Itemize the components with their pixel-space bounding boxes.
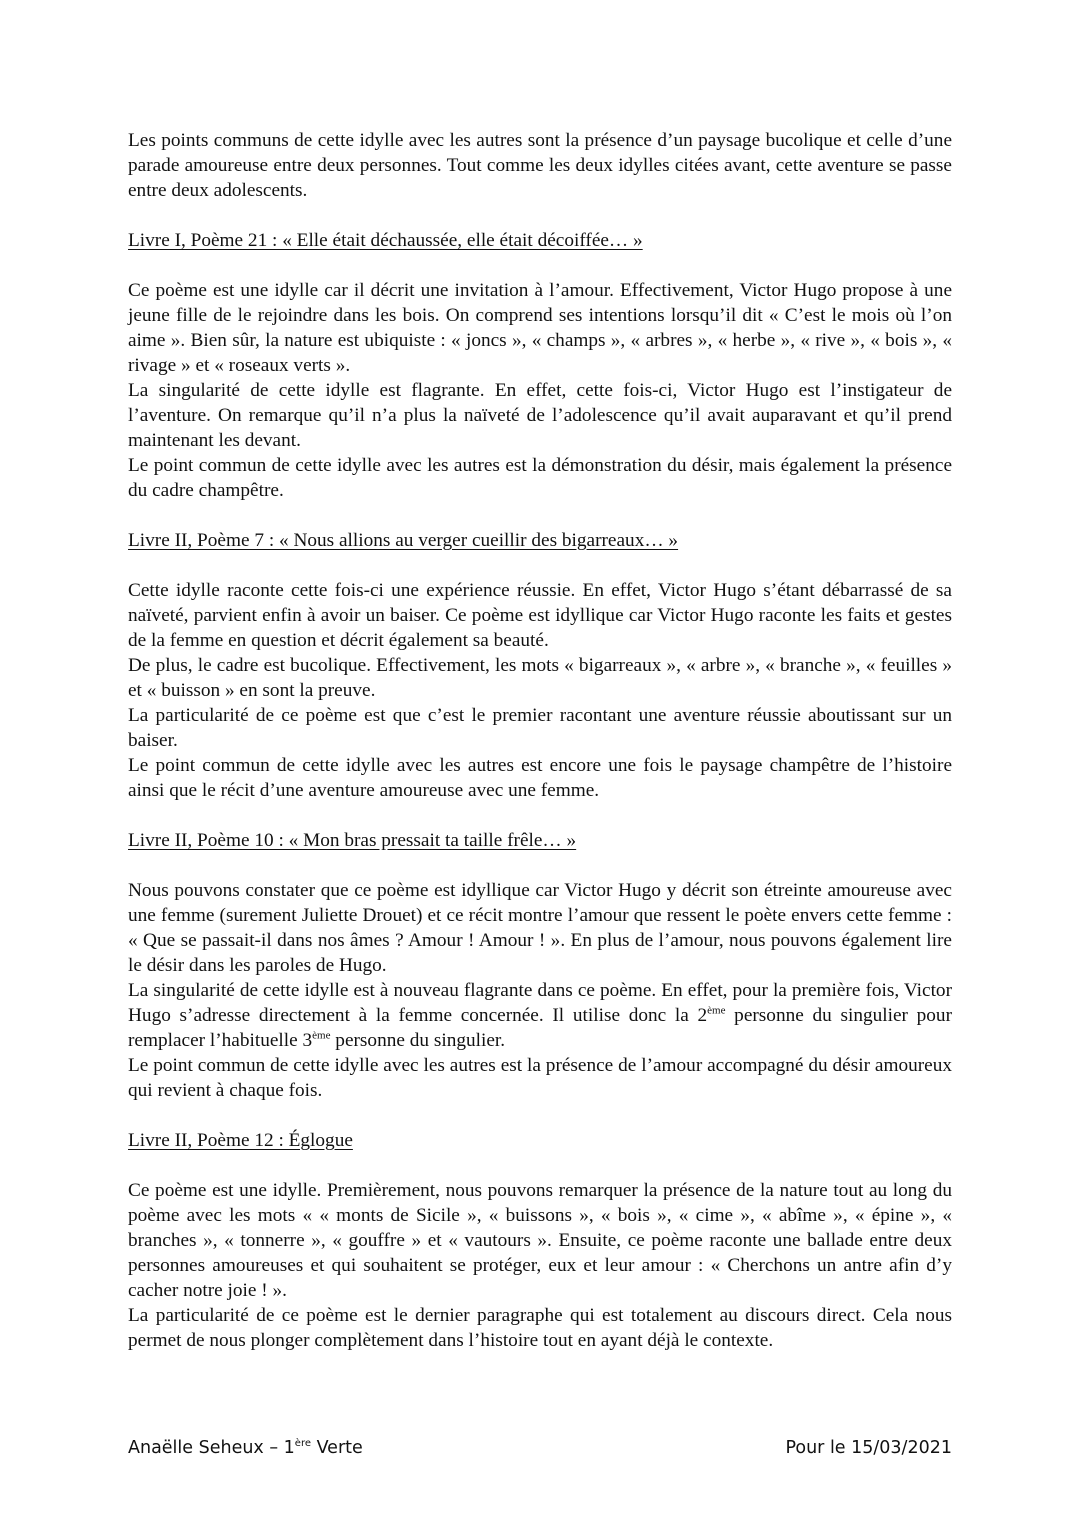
text-run: La singularité de cette idylle est à nouveau flagrante dans ce poème. En effet, pour la première fois, Victor Hugo s’adresse directement à la femme concernée. Il utilise donc la 2	[128, 980, 952, 1026]
section-2-paragraph: Le point commun de cette idylle avec les autres est encore une fois le paysage champêtre de l’histoire ainsi que le récit d’une aventure amoureuse avec une femme.	[128, 755, 952, 801]
footer-due-date: Pour le 15/03/2021	[785, 1438, 952, 1458]
superscript: ème	[312, 1029, 331, 1042]
section-3-paragraph: Nous pouvons constater que ce poème est idyllique car Victor Hugo y décrit son étreinte amoureuse avec une femme (surement Juliette Drouet) et ce récit montre l’amour que ressent le poète envers cette femme : « Que se passait-il dans nos âmes ? Amour ! Amour ! ». En plus de l’amour, nous pouvons également lire le désir dans les paroles de Hugo.	[128, 880, 952, 976]
section-4-paragraph: La particularité de ce poème est le dernier paragraphe qui est totalement au discours direct. Cela nous permet de nous plonger complètement dans l’histoire tout en ayant déjà le contexte.	[128, 1305, 952, 1351]
document-body	[128, 128, 952, 1353]
section-heading-livre-2-poeme-12: Livre II, Poème 12 : Églogue	[128, 1130, 353, 1151]
superscript: ère	[294, 1438, 311, 1450]
section-3-paragraph: Le point commun de cette idylle avec les autres est la présence de l’amour accompagné du désir amoureux qui revient à chaque fois.	[128, 1055, 952, 1101]
text-run: Verte	[311, 1438, 363, 1458]
section-1-paragraph: La singularité de cette idylle est flagrante. En effet, cette fois-ci, Victor Hugo est l’instigateur de l’aventure. On remarque qu’il n’a plus la naïveté de l’adolescence qu’il avait auparavant et qu’il prend maintenant les devant.	[128, 380, 952, 451]
section-2-paragraph: Cette idylle raconte cette fois-ci une expérience réussie. En effet, Victor Hugo s’étant débarrassé de sa naïveté, parvient enfin à avoir un baiser. Ce poème est idyllique car Victor Hugo raconte les faits et gestes de la femme en question et décrit également sa beauté.	[128, 580, 952, 651]
superscript: ème	[707, 1004, 726, 1017]
section-heading-livre-1-poeme-21: Livre I, Poème 21 : « Elle était déchaussée, elle était décoiffée… »	[128, 230, 643, 251]
section-2-paragraph: La particularité de ce poème est que c’est le premier racontant une aventure réussie aboutissant sur un baiser.	[128, 705, 952, 751]
footer-author	[128, 1438, 363, 1458]
section-2-paragraph: De plus, le cadre est bucolique. Effectivement, les mots « bigarreaux », « arbre », « branche », « feuilles » et « buisson » en sont la preuve.	[128, 655, 952, 701]
section-4-paragraph: Ce poème est une idylle. Premièrement, nous pouvons remarquer la présence de la nature tout au long du poème avec les mots « « monts de Sicile », « buissons », « bois », « cime », « abîme », « épine », « branches », « tonnerre », « gouffre » et « vautours ». Ensuite, ce poème raconte une ballade entre deux personnes amoureuses et qui souhaitent se protéger, eux et leur amour : « Cherchons un antre afin d’y cacher notre joie ! ».	[128, 1180, 952, 1301]
text-run: personne du singulier pour remplacer l’habituelle 3	[128, 1005, 952, 1051]
page-footer	[128, 1438, 952, 1464]
section-1-paragraph: Ce poème est une idylle car il décrit une invitation à l’amour. Effectivement, Victor Hugo propose à une jeune fille de le rejoindre dans les bois. On comprend ses intentions lorsqu’il dit « C’est le mois où l’on aime ». Bien sûr, la nature est ubiquiste : « joncs », « champs », « arbres », « herbe », « rive », « bois », « rivage » et « roseaux verts ».	[128, 280, 952, 376]
section-heading-livre-2-poeme-7: Livre II, Poème 7 : « Nous allions au verger cueillir des bigarreaux… »	[128, 530, 679, 551]
section-3-paragraph	[128, 978, 952, 1053]
section-heading-livre-2-poeme-10: Livre II, Poème 10 : « Mon bras pressait ta taille frêle… »	[128, 830, 577, 851]
text-run: Anaëlle Seheux – 1	[128, 1438, 295, 1458]
text-run: personne du singulier.	[330, 1030, 506, 1051]
intro-paragraph: Les points communs de cette idylle avec les autres sont la présence d’un paysage bucolique et celle d’une parade amoureuse entre deux personnes. Tout comme les deux idylles citées avant, cette aventure se passe entre deux adolescents.	[128, 130, 952, 201]
section-1-paragraph: Le point commun de cette idylle avec les autres est la démonstration du désir, mais également la présence du cadre champêtre.	[128, 455, 952, 501]
